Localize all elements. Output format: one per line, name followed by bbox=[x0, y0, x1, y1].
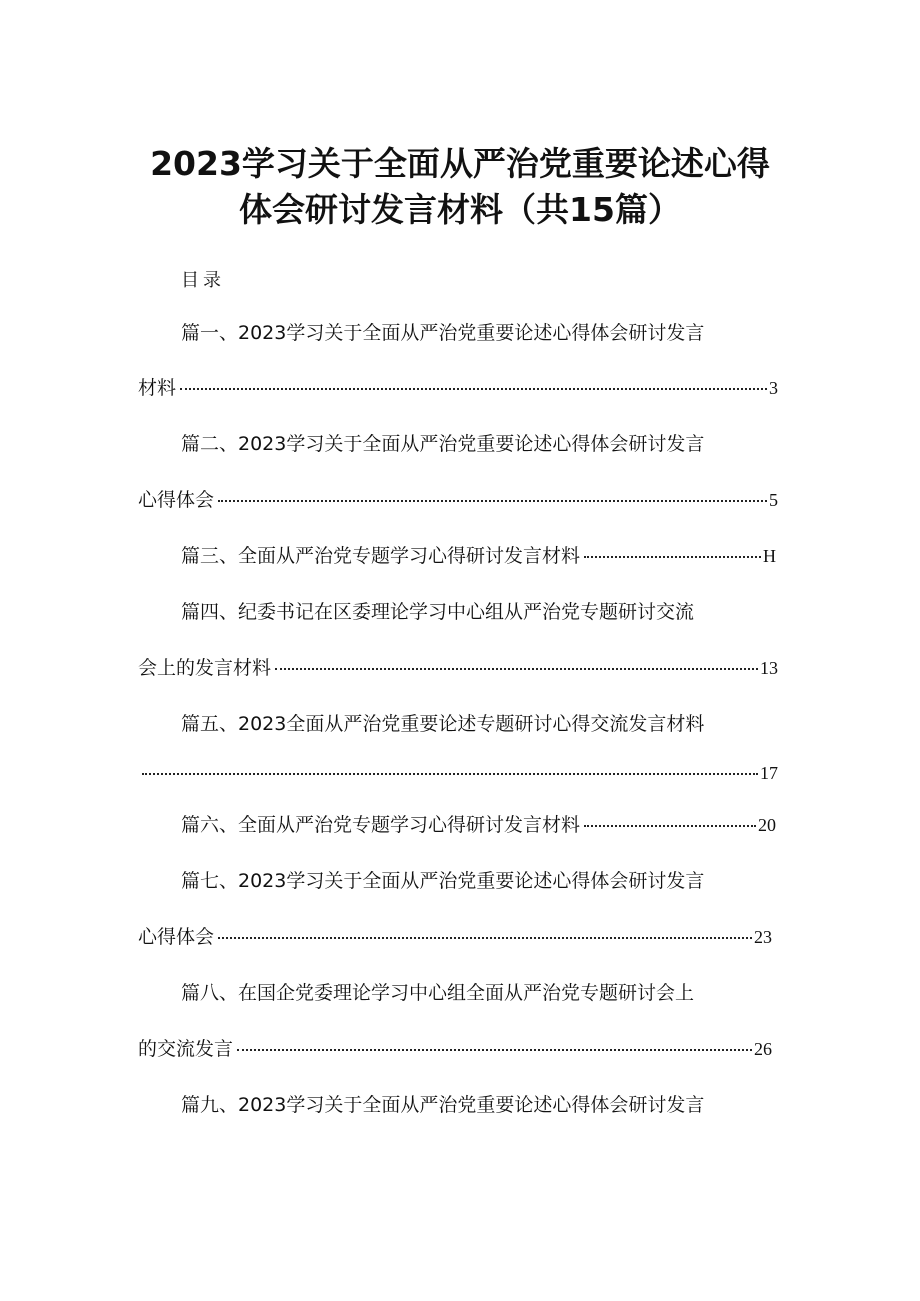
toc-entry-7-line2[interactable] bbox=[138, 924, 772, 950]
toc-leader-dots bbox=[275, 668, 758, 670]
toc-leader-dots bbox=[218, 937, 752, 939]
toc-entry-7-continuation: 心得体会 bbox=[138, 926, 215, 948]
toc-entry-2-line1[interactable]: 篇二、2023学习关于全面从严治党重要论述心得体会研讨发言 bbox=[181, 433, 705, 455]
toc-entry-8-continuation: 的交流发言 bbox=[138, 1038, 234, 1060]
toc-entry-7-line1[interactable]: 篇七、2023学习关于全面从严治党重要论述心得体会研讨发言 bbox=[181, 870, 705, 892]
toc-entry-5-line2[interactable] bbox=[138, 760, 778, 786]
toc-entry-8-line1[interactable]: 篇八、在国企党委理论学习中心组全面从严治党专题研讨会上 bbox=[181, 982, 695, 1004]
toc-entry-6-line1[interactable] bbox=[181, 812, 776, 838]
toc-entry-1-page: 3 bbox=[769, 378, 778, 398]
toc-entry-6-title: 篇六、全面从严治党专题学习心得研讨发言材料 bbox=[181, 814, 581, 836]
toc-leader-dots bbox=[218, 500, 767, 502]
toc-entry-4-page: 13 bbox=[760, 658, 778, 678]
toc-leader-dots bbox=[584, 825, 756, 827]
toc-entry-4-line2[interactable] bbox=[138, 655, 778, 681]
document-title-line2: 体会研讨发言材料（共15篇） bbox=[239, 190, 681, 229]
toc-leader-dots bbox=[142, 773, 758, 775]
toc-entry-7-page: 23 bbox=[754, 927, 772, 947]
toc-entry-2-line2[interactable] bbox=[138, 487, 778, 513]
toc-entry-9-line1[interactable]: 篇九、2023学习关于全面从严治党重要论述心得体会研讨发言 bbox=[181, 1094, 705, 1116]
toc-entry-8-line2[interactable] bbox=[138, 1036, 772, 1062]
toc-leader-dots bbox=[237, 1049, 752, 1051]
toc-entry-1-line2[interactable] bbox=[138, 375, 778, 401]
toc-entry-4-line1[interactable]: 篇四、纪委书记在区委理论学习中心组从严治党专题研讨交流 bbox=[181, 601, 695, 623]
toc-heading: 目录 bbox=[181, 270, 225, 291]
toc-entry-6-page: 20 bbox=[758, 815, 776, 835]
toc-leader-dots bbox=[584, 556, 761, 558]
toc-entry-1-line1[interactable]: 篇一、2023学习关于全面从严治党重要论述心得体会研讨发言 bbox=[181, 322, 705, 344]
toc-entry-2-page: 5 bbox=[769, 490, 778, 510]
toc-entry-5-line1[interactable]: 篇五、2023全面从严治党重要论述专题研讨心得交流发言材料 bbox=[181, 713, 705, 735]
toc-entry-5-page: 17 bbox=[760, 763, 778, 783]
toc-entry-8-page: 26 bbox=[754, 1039, 772, 1059]
toc-entry-3-line1[interactable] bbox=[181, 543, 776, 569]
toc-entry-3-page: H bbox=[763, 546, 776, 566]
toc-entry-4-continuation: 会上的发言材料 bbox=[138, 657, 272, 679]
toc-leader-dots bbox=[180, 388, 767, 390]
toc-entry-3-title: 篇三、全面从严治党专题学习心得研讨发言材料 bbox=[181, 545, 581, 567]
toc-entry-1-continuation: 材料 bbox=[138, 377, 177, 399]
document-title-line1: 2023学习关于全面从严治党重要论述心得 bbox=[150, 144, 770, 183]
toc-entry-2-continuation: 心得体会 bbox=[138, 489, 215, 511]
